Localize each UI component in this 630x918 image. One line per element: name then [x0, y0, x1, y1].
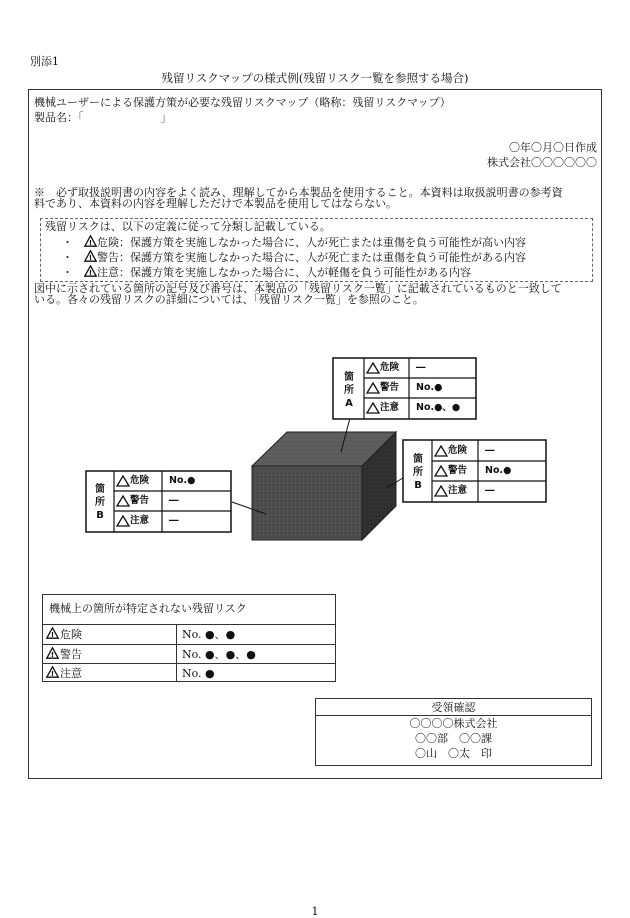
receipt-company: 〇〇〇〇株式会社	[409, 717, 498, 730]
level-caution: 注意	[130, 515, 150, 526]
label-char: A	[345, 398, 353, 409]
label-char: 箇	[413, 454, 423, 465]
location-b-left-table	[86, 471, 231, 532]
unlocated-risk-title: 機械上の箇所が特定されない残留リスク	[49, 602, 247, 615]
receipt-confirmation-box	[315, 698, 592, 766]
risk-value: No. ●、●	[182, 628, 236, 641]
risk-value: ―	[416, 362, 426, 373]
label-char: B	[96, 510, 104, 521]
svg-text:!: !	[50, 670, 55, 678]
risk-value: ―	[169, 515, 179, 526]
receipt-person: 〇山 〇太 印	[415, 747, 492, 760]
unlocated-risk-table	[42, 594, 336, 682]
definition-bullet: ・	[62, 251, 73, 264]
machine-cube-front	[252, 466, 362, 540]
page-title: 残留リスクマップの様式例(残留リスク一覧を参照する場合)	[161, 71, 469, 85]
level-caution: 注意	[60, 667, 82, 680]
definition-bullet: ・	[62, 236, 73, 249]
label-char: 箇	[95, 484, 105, 495]
definition-caution: 注意：保護方策を実施しなかった場合に、人が軽傷を負う可能性がある内容	[97, 266, 471, 279]
level-warning: 警告	[380, 382, 400, 393]
svg-text:!: !	[50, 651, 55, 659]
svg-text:!: !	[50, 631, 55, 639]
level-danger: 危険	[130, 475, 150, 486]
definition-danger: 危険：保護方策を実施しなかった場合に、人が死亡または重傷を負う可能性が高い内容	[97, 236, 526, 249]
page-number: 1	[311, 905, 319, 918]
definition-intro: 残留リスクは、以下の定義に従って分類し記載している。	[45, 220, 331, 233]
warning-triangle-icon	[46, 647, 59, 659]
figure-description-line-1: 図中に示されている箇所の記号及び番号は、本製品の「残留リスク一覧」に記載されているものと一致して	[34, 282, 562, 295]
risk-value: ―	[485, 445, 495, 456]
risk-value: ―	[169, 495, 179, 506]
label-char: B	[414, 480, 422, 491]
level-danger: 危険	[448, 445, 468, 456]
level-caution: 注意	[448, 485, 468, 496]
warning-triangle-icon	[46, 627, 59, 639]
svg-text:!: !	[88, 269, 93, 277]
level-danger: 危険	[380, 362, 400, 373]
svg-text:!: !	[88, 239, 93, 247]
creation-date: 〇年〇月〇日作成	[509, 141, 597, 154]
definition-bullet: ・	[62, 266, 73, 279]
label-char: 所	[95, 497, 105, 508]
map-title: 機械ユーザーによる保護方策が必要な残留リスクマップ（略称：残留リスクマップ）	[34, 96, 451, 109]
level-caution: 注意	[380, 402, 400, 413]
label-char: 箇	[344, 372, 354, 383]
svg-text:!: !	[88, 254, 93, 262]
figure-description-line-2: いる。各々の残留リスクの詳細については、「残留リスク一覧」を参照のこと。	[34, 293, 424, 306]
notice-line-1: ※ 必ず取扱説明書の内容をよく読み、理解してから本製品を使用すること。本資料は取扱説明書の参考資	[34, 186, 563, 199]
level-warning: 警告	[130, 495, 150, 506]
location-b-left-label	[93, 483, 107, 522]
risk-value: No. ●、●、●	[182, 648, 256, 661]
receipt-title: 受領確認	[431, 701, 476, 714]
notice-line-2: 料であり、本資料の内容を理解しただけで本製品を使用してはならない。	[34, 197, 397, 210]
risk-value: No. ●	[182, 667, 215, 680]
risk-value: ―	[485, 485, 495, 496]
level-warning: 警告	[60, 648, 82, 661]
risk-value: No.●、●	[416, 402, 461, 413]
warning-triangle-icon	[46, 666, 59, 678]
product-name-label: 製品名：「 」	[34, 111, 172, 124]
company-name: 株式会社〇〇〇〇〇〇	[487, 156, 597, 169]
level-danger: 危険	[60, 628, 82, 641]
label-char: 所	[413, 467, 423, 478]
location-b-right-label	[411, 453, 425, 492]
risk-value: No.●	[485, 465, 512, 476]
risk-value: No.●	[416, 382, 443, 393]
level-warning: 警告	[448, 465, 468, 476]
annex-label: 別添1	[30, 55, 59, 68]
location-a-label	[342, 371, 356, 410]
definition-warning: 警告：保護方策を実施しなかった場合に、人が死亡または重傷を負う可能性がある内容	[97, 251, 526, 264]
receipt-department: 〇〇部 〇〇課	[415, 732, 492, 745]
label-char: 所	[344, 385, 354, 396]
risk-value: No.●	[169, 475, 196, 486]
